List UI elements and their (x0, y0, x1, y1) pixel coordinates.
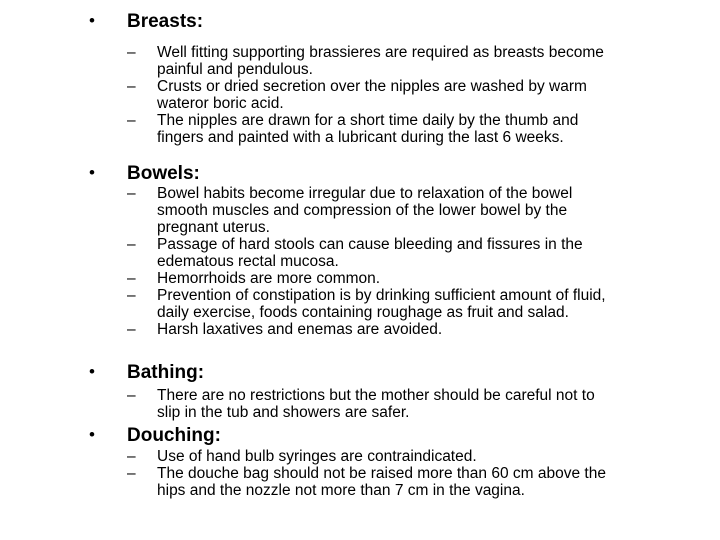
item-line: daily exercise, foods containing roughage as fruit and salad. (157, 304, 569, 321)
bullet: • (89, 11, 95, 30)
item-line: wateror boric acid. (157, 95, 284, 112)
bullet: • (89, 163, 95, 182)
item-line: Bowel habits become irregular due to relaxation of the bowel (157, 185, 573, 202)
dash-marker: – (127, 185, 136, 202)
dash-marker: – (127, 321, 136, 338)
item-line: painful and pendulous. (157, 61, 313, 78)
item-line: edematous rectal mucosa. (157, 253, 339, 270)
section-heading: Breasts: (127, 11, 204, 32)
item-line: Harsh laxatives and enemas are avoided. (157, 321, 443, 338)
item-line: Passage of hard stools can cause bleeding and fissures in the (157, 236, 583, 253)
bullet: • (89, 362, 95, 381)
list-item (0, 236, 697, 270)
item-line: smooth muscles and compression of the lower bowel by the (157, 202, 568, 219)
dash-marker: – (127, 387, 136, 404)
list-item (0, 287, 697, 321)
section-heading: Bathing: (127, 362, 205, 383)
dash-marker: – (127, 465, 136, 482)
item-line: Prevention of constipation is by drinking sufficient amount of fluid, (157, 287, 606, 304)
list-item (0, 112, 697, 146)
list-item (0, 321, 697, 338)
sub-list (0, 387, 720, 421)
list-item (0, 185, 697, 236)
item-line: Use of hand bulb syringes are contraindicated. (157, 448, 477, 465)
sub-list (0, 44, 720, 146)
dash-marker: – (127, 236, 136, 253)
item-line: Crusts or dried secretion over the nipples are washed by warm (157, 78, 587, 95)
list-item (0, 448, 697, 465)
item-line: There are no restrictions but the mother should be careful not to (157, 387, 595, 404)
sub-list (0, 185, 720, 338)
section-heading: Bowels: (127, 163, 200, 184)
item-line: Well fitting supporting brassieres are required as breasts become (157, 44, 604, 61)
list-item (0, 78, 697, 112)
item-line: fingers and painted with a lubricant during the last 6 weeks. (157, 129, 564, 146)
sub-list (0, 448, 720, 499)
item-line: pregnant uterus. (157, 219, 270, 236)
item-line: slip in the tub and showers are safer. (157, 404, 410, 421)
item-line: The nipples are drawn for a short time daily by the thumb and (157, 112, 579, 129)
list-item (0, 387, 697, 421)
dash-marker: – (127, 112, 136, 129)
dash-marker: – (127, 78, 136, 95)
item-line: The douche bag should not be raised more than 60 cm above the (157, 465, 606, 482)
dash-marker: – (127, 270, 136, 287)
dash-marker: – (127, 44, 136, 61)
list-item (0, 270, 697, 287)
list-item (0, 44, 697, 78)
dash-marker: – (127, 448, 136, 465)
list-item (0, 465, 697, 499)
section-heading: Douching: (127, 425, 221, 446)
dash-marker: – (127, 287, 136, 304)
item-line: hips and the nozzle not more than 7 cm in the vagina. (157, 482, 525, 499)
item-line: Hemorrhoids are more common. (157, 270, 381, 287)
bullet: • (89, 425, 95, 444)
